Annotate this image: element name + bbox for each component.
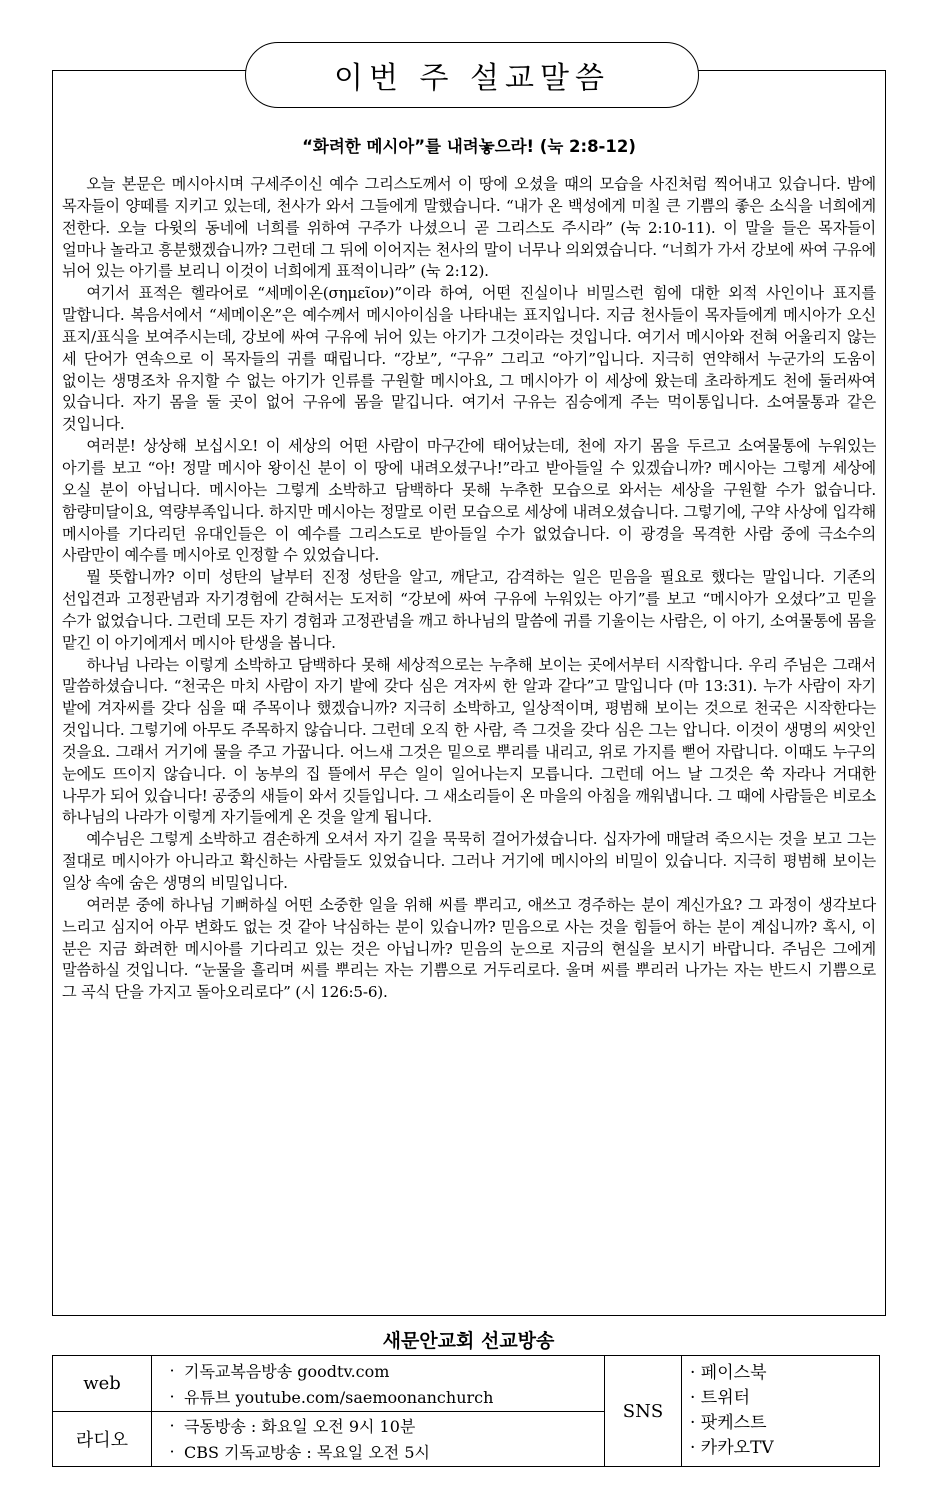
broadcast-title: 새문안교회 선교방송 [382,1330,555,1352]
radio-item-febc: 극동방송 : 화요일 오전 9시 10분 [184,1417,416,1437]
bullet: · [169,1416,175,1436]
radio-label: 라디오 [53,1411,152,1467]
table-row [53,1356,880,1412]
web-item-youtube: 유튜브 youtube.com/saemoonanchurch [184,1387,494,1407]
radio-items-cell [152,1411,605,1467]
sermon-paragraph: 예수님은 그렇게 소박하고 겸손하게 오셔서 자기 길을 묵묵히 걸어가셨습니다. 십자가에 매달려 죽으시는 것을 보고 그는 절대로 메시아가 아니라고 확신하는 사람들도 있었습니다. 그러나 거기에 메시아의 비밀이 있습니다. 지극히 평범해 보이는 일상 속에 숨은 생명의 비밀입니다. [62,830,876,892]
sermon-body [62,174,876,1004]
sns-label: SNS [605,1356,682,1467]
sns-item-podcast: · 팟케스트 [690,1413,767,1433]
web-label: web [53,1356,152,1412]
section-title-banner [245,42,699,108]
sermon-paragraph: 여기서 표적은 헬라어로 “세메이온(σημεῖον)”이라 하여, 어떤 진실이나 비밀스런 힘에 대한 외적 사인이나 표지를 말합니다. 복음서에서 “세메이온”은 예수께서 메시아이심을 나타내는 표지입니다. 지금 천사들이 목자들에게 메시아가 오신 표지/표식을 보여주시는데, 강보에 싸여 구유에 뉘어 있는 아기가 그것이라는 것입니다. 여기서 메시아와 전혀 어울리지 않는 세 단어가 연속으로 이 목자들의 귀를 때립니다. “강보”, “구유” 그리고 “아기”입니다. 지극히 연약해서 누군가의 도움이 없이는 생명조차 유지할 수 없는 아기가 인류를 구원할 메시아요, 그 메시아가 이 세상에 왔는데 초라하게도 천에 둘러싸여 있습니다. 자기 몸을 둘 곳이 없어 구유에 몸을 맡깁니다. 여기서 구유는 짐승에게 주는 먹이통입니다. 소여물통과 같은 것입니다. [62,284,876,434]
list-item [160,1357,596,1383]
bullet: · [169,1386,175,1406]
sermon-paragraph: 하나님 나라는 이렇게 소박하고 담백하다 못해 세상적으로는 누추해 보이는 곳에서부터 시작합니다. 우리 주님은 그래서 말씀하셨습니다. “천국은 마치 사람이 자기 밭에 갖다 심은 겨자씨 한 알과 같다”고 말입니다 (마 13:31). 누가 사람이 자기 밭에 겨자씨를 갖다 심을 때 주목이나 했겠습니까? 지극히 소박하고, 일상적이며, 평범해 보이는 것으로 천국은 시작한다는 것입니다. 그렇기에 아무도 주목하지 않습니다. 그런데 오직 한 사람, 즉 그것을 갖다 심은 그는 압니다. 이것이 생명의 씨앗인 것을요. 그래서 거기에 물을 주고 가꿉니다. 어느새 그것은 밑으로 뿌리를 내리고, 위로 가지를 뻗어 자랍니다. 이때도 누구의 눈에도 뜨이지 않습니다. 이 농부의 집 뜰에서 무슨 일이 일어나는지 모릅니다. 그런데 어느 날 그것은 쑥 자라나 거대한 나무가 되어 있습니다! 공중의 새들이 와서 깃들입니다. 그 새소리들이 온 마을의 아침을 깨워냅니다. 그 때에 사람들은 비로소 하나님의 나라가 이렇게 자기들에게 온 것을 알게 됩니다. [62,655,876,827]
sns-items-cell [682,1356,880,1467]
sns-item-facebook: · 페이스북 [690,1363,767,1383]
sermon-subtitle: “화려한 메시아”를 내려놓으라! (눅 2:8-12) [302,137,636,156]
web-item-goodtv: 기독교복음방송 goodtv.com [184,1361,390,1381]
bullet: · [169,1442,175,1462]
bullet: · [169,1360,175,1380]
sns-item-twitter: · 트위터 [690,1388,751,1408]
page-title: 이번 주 설교말씀 [334,61,610,96]
web-items-cell [152,1356,605,1412]
radio-item-cbs: CBS 기독교방송 : 목요일 오전 5시 [184,1443,430,1463]
sermon-paragraph: 뭘 뜻합니까? 이미 성탄의 날부터 진정 성탄을 알고, 깨닫고, 감격하는 일은 믿음을 필요로 했다는 말입니다. 기존의 선입견과 고정관념과 자기경험에 갇혀서는 도저히 “강보에 싸여 구유에 누워있는 아기”를 보고 “메시아가 오셨다”고 믿을 수가 없었습니다. 그런데 모든 자기 경험과 고정관념을 깨고 하나님의 말씀에 귀를 기울이는 사람은, 이 아기, 소여물통에 몸을 맡긴 이 아기에게서 메시아 탄생을 봅니다. [62,568,876,652]
list-item [160,1439,596,1465]
sermon-paragraph: 여러분 중에 하나님 기뻐하실 어떤 소중한 일을 위해 씨를 뿌리고, 애쓰고 경주하는 분이 계신가요? 그 과정이 생각보다 느리고 심지어 아무 변화도 없는 것 같아 낙심하는 분이 있습니까? 믿음으로 사는 것을 힘들어 하는 분이 계십니까? 혹시, 이 분은 지금 화려한 메시아를 기다리고 있는 것은 아닙니까? 믿음의 눈으로 지금의 현실을 보시기 바랍니다. 주님은 그에게 말씀하실 것입니다. “눈물을 흘리며 씨를 뿌리는 자는 기쁨으로 거두리로다. 울며 씨를 뿌리러 나가는 자는 반드시 기쁨으로 그 곡식 단을 가지고 돌아오리로다” (시 126:5-6). [62,895,876,1002]
sns-item-kakaotv: · 카카오TV [690,1438,774,1458]
list-item [160,1413,596,1439]
list-item [160,1383,596,1409]
broadcast-table [52,1355,880,1467]
sermon-paragraph: 여러분! 상상해 보십시오! 이 세상의 어떤 사람이 마구간에 태어났는데, 천에 자기 몸을 두르고 소여물통에 누워있는 아기를 보고 “아! 정말 메시아 왕이신 분이 이 땅에 내려오셨구나!”라고 받아들일 수 있겠습니까? 메시아는 그렇게 세상에 오실 분이 아닙니다. 메시아는 그렇게 소박하고 담백하다 못해 누추한 모습으로 와서는 세상을 구원할 수가 없습니다. 함량미달이요, 역량부족입니다. 하지만 메시아는 정말로 이런 모습으로 세상에 내려오셨습니다. 그렇기에, 구약 사상에 입각해 메시아를 기다리던 유대인들은 이 예수를 그리스도로 받아들일 수가 없었습니다. 이 광경을 목격한 사람 중에 극소수의 사람만이 예수를 메시아로 인정할 수 있었습니다. [62,437,876,565]
sermon-paragraph: 오늘 본문은 메시아시며 구세주이신 예수 그리스도께서 이 땅에 오셨을 때의 모습을 사진처럼 찍어내고 있습니다. 밤에 목자들이 양떼를 지키고 있는데, 천사가 와서 그들에게 말했습니다. “내가 온 백성에게 미칠 큰 기쁨의 좋은 소식을 너희에게 전한다. 오늘 다윗의 동네에 너희를 위하여 구주가 나셨으니 곧 그리스도 주시라” (눅 2:10-11). 이 말을 들은 목자들이 얼마나 놀라고 흥분했겠습니까? 그런데 그 뒤에 이어지는 천사의 말이 너무나 의외였습니다. “너희가 가서 강보에 싸여 구유에 뉘어 있는 아기를 보리니 이것이 너희에게 표적이니라” (눅 2:12). [62,175,876,281]
